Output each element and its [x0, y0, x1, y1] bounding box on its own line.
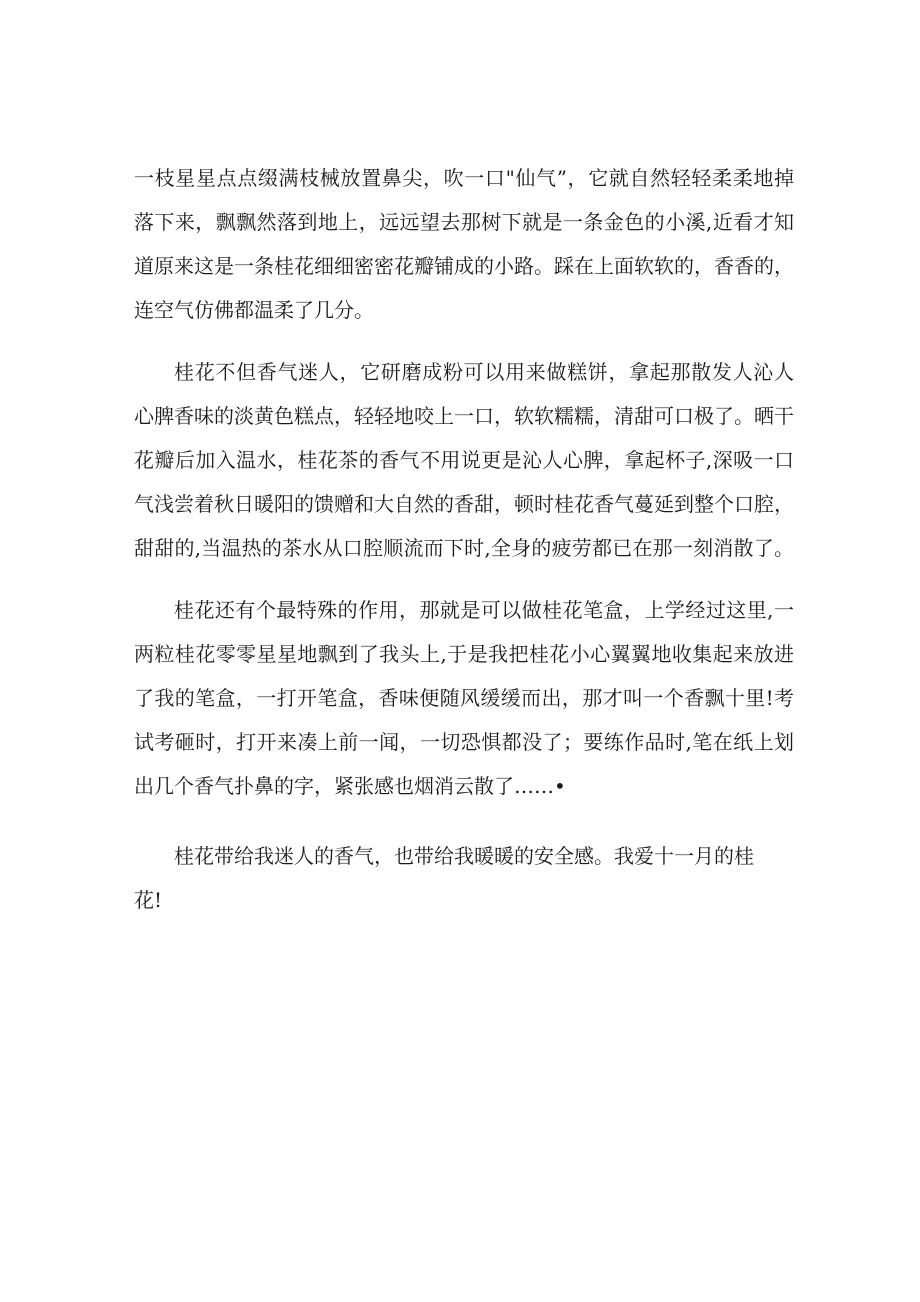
text-line: 花! [134, 888, 163, 912]
text-line: 心脾香味的淡黄色糕点，轻轻地咬上一口，软软糯糯，清甜可口极了。晒干 [134, 404, 794, 428]
text-line: 桂花不但香气迷人，它研磨成粉可以用来做糕饼，拿起那散发人沁人 [174, 360, 794, 384]
text-line: 甜甜的,当温热的茶水从口腔顺流而下时,全身的疲劳都已在那一刻消散了。 [134, 536, 794, 560]
paragraph-spacer [134, 570, 794, 588]
text-line: 道原来这是一条桂花细细密密花瓣铺成的小路。踩在上面软软的，香香的， [134, 254, 794, 278]
text-line: 两粒桂花零零星星地飘到了我头上,于是我把桂花小心翼翼地收集起来放进 [134, 642, 794, 666]
text-line: 落下来，飘飘然落到地上，远远望去那树下就是一条金色的小溪,近看才知 [134, 210, 794, 234]
text-line: 试考砸时，打开来凑上前一闻，一切恐惧都没了；要练作品时,笔在纸上划 [134, 730, 794, 754]
text-line: 出几个香气扑鼻的字，紧张感也烟消云散了……• [134, 774, 566, 798]
paragraph-spacer [134, 808, 794, 834]
paragraph-4 [134, 834, 794, 922]
document-body [134, 156, 794, 922]
text-line: 一枝星星点点缀满枝械放置鼻尖，吹一口"仙气”，它就自然轻轻柔柔地掉 [134, 166, 794, 190]
text-line: 气浅尝着秋日暖阳的馈赠和大自然的香甜，顿时桂花香气蔓延到整个口腔， [134, 492, 794, 516]
text-line: 桂花带给我迷人的香气，也带给我暖暖的安全感。我爱十一月的桂 [174, 844, 754, 868]
text-line: 了我的笔盒，一打开笔盒，香味便随风缓缓而出，那才叫一个香飘十里!考 [134, 686, 794, 710]
paragraph-2 [134, 350, 794, 570]
paragraph-3 [134, 588, 794, 808]
paragraph-spacer [134, 332, 794, 350]
text-line: 连空气仿佛都温柔了几分。 [134, 298, 374, 322]
text-line: 花瓣后加入温水，桂花茶的香气不用说更是沁人心脾，拿起杯子,深吸一口 [134, 448, 794, 472]
paragraph-1 [134, 156, 794, 332]
text-line: 桂花还有个最特殊的作用，那就是可以做桂花笔盒，上学经过这里,一 [174, 598, 794, 622]
